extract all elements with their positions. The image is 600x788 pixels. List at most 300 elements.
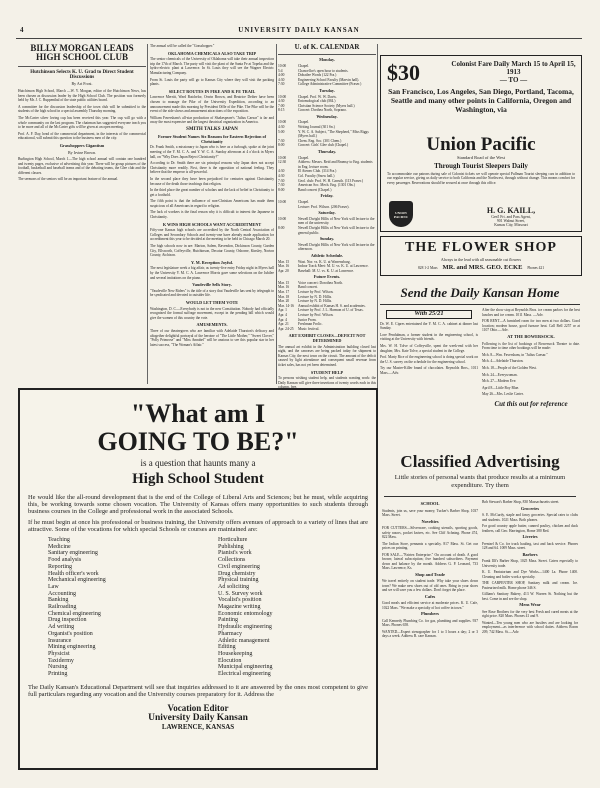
event-time: 10:00 xyxy=(278,199,287,204)
vocation-list-right xyxy=(218,537,368,678)
paragraph: The sermons of the seniors will be an important feature of the annual. xyxy=(18,177,119,182)
paragraph: Prof. Marty Rice of the engineering school is doing special work on the U. S. survey on the schedule for the engineering school. xyxy=(380,355,478,364)
cut-out-note: Cut this out for reference xyxy=(494,399,568,408)
event-time: 7:00 xyxy=(278,103,285,108)
classified-heading: Shop and Trade xyxy=(415,571,445,577)
event-time: 10:00 xyxy=(278,63,287,68)
event-text: Lecture by Prof. J. L. Harmon of U. of Texas. xyxy=(298,308,364,313)
notes-box-label: With 25/21 xyxy=(386,310,472,319)
notes-right-body xyxy=(482,308,580,333)
paragraph: In the second place they have been prejudiced for centuries against Christianity because of the death those teachings that religion. xyxy=(150,176,274,186)
event-time: 4:30 xyxy=(278,125,285,130)
event-time: 8:00 xyxy=(278,187,285,192)
classified-item: Good meals and efficient service at moderate prices. K. U. Cafe, 1022 Mass. "We make a specialty of hot coffee in town." xyxy=(382,601,478,610)
divider xyxy=(278,54,376,55)
event-time: Apr. 21 xyxy=(278,322,289,327)
classified-item: K. U. Pantatorium and Dye Works—1400 La. Phone 1400. Cleaning and boiler work a specialty. xyxy=(482,570,578,579)
calendar-event xyxy=(278,205,376,210)
event-text: Chancellor's open hour to students. xyxy=(298,68,349,73)
fare-body: To accommodate our patrons during sale of Colonist tickets we will operate special Pullman Tourist sleeping cars in addition to our regular service, giving us daily service to both California and the Northwest, through without change. This means comfort for every passenger. Reservations should be secured at once through this office. xyxy=(387,172,575,185)
paragraph: Lawrence Merritt, Ward Batchelor, Orwin Brown, and Beatrice Deiber have been chosen to manage the Pike of the University Expedition, according to an announcement made this morning by President Offle of the Pike. The Pike will be the event of the side shows and amusement attractions of the exposition. xyxy=(150,95,274,114)
event-time: 7:30 xyxy=(278,178,285,183)
bowersock-list xyxy=(482,342,580,397)
flower-shop-title: THE FLOWER SHOP xyxy=(405,240,557,255)
event-time: 8:00 xyxy=(278,143,285,148)
classified-right-column xyxy=(482,500,578,765)
ad-question: is a question that haunts many a xyxy=(140,458,256,468)
subhead-reception: Y. M. Reception Joyful. xyxy=(191,259,233,265)
paragraph: From St. Louis the party will go to Kansas City where they will visit the packing plants. xyxy=(150,77,274,87)
paragraph: To persons wishing student help, and students wanting work: the Daily Kansan will give three insertions of twenty words each in this xyxy=(278,376,376,385)
ad-school: High School Student xyxy=(132,471,264,487)
column-divider xyxy=(276,44,277,384)
vocation-item: Housekeeping xyxy=(218,650,253,657)
classified-item: WANTED—Expert stenographer for 1 to 3 hours a day; 2 or 3 days a week. Address B. care Kansan. xyxy=(382,629,478,638)
event-text: Chapel. xyxy=(298,199,310,204)
subhead-grasshoppers: Grasshoppers Gigantism xyxy=(59,142,105,148)
ad-line-2: GOING TO BE?" xyxy=(97,427,299,456)
calendar-day: Monday. xyxy=(319,57,335,63)
classified-item: Bob Stewart's Barber Shop, 830 Massachusetts street. xyxy=(482,500,560,504)
classified-subtitle: Little stories of personal wants that produce results at a minimum expenditure. Try them xyxy=(394,474,566,489)
event-time: 8:00 xyxy=(278,225,285,230)
calendar-day: Friday. xyxy=(320,193,334,199)
paragraph: Hutchinson High School, March —W. Y. Morgan, editor of the Hutchinson News, has been chosen as discussion leader by the High School Club. The position was formerly held by Mr. J. C. Ruppenthal of the state public utilities board. xyxy=(18,88,146,103)
subhead-vaudeville: Vaudeville Sells Story. xyxy=(192,282,232,288)
classified-item: S. E. McCurdy, staple and fancy groceries. Special rates to clubs and students. 1021 Mass. Both phones. xyxy=(482,513,578,522)
flower-shop-ad xyxy=(380,236,582,276)
article-body-oklahoma xyxy=(150,57,274,87)
page-header xyxy=(16,24,582,39)
event-time xyxy=(278,205,298,210)
event-time: 5:4 xyxy=(278,68,283,73)
column-chemicals xyxy=(150,44,274,349)
event-time: Mar. 15 xyxy=(278,259,290,264)
calendar-event xyxy=(278,327,376,332)
vocation-item: Vocalist's position xyxy=(218,597,262,604)
paragraph: The senior chemicals of the University of Oklahoma will take their annual inspection trip the 17th of March. The party will visit the plant of the Santa Fe at Topeka and the hydro-electric plant at Lawrence. In St. Louis they will see the Wagner Electric Manufacturing Company. xyxy=(150,57,274,75)
vocation-item: Organist's position xyxy=(48,630,93,637)
event-time: Apr. 20 xyxy=(278,268,289,273)
classified-item: Students, join us, save your money, Tucker's Barber Shop, 1037 Mass. Street. xyxy=(382,508,478,517)
event-text: Lecture by Prof. Wilson. xyxy=(298,313,334,318)
event-text: American Soc. Mech. Eng. (1301 Obs.) xyxy=(298,183,355,188)
event-time: Mar. 17 xyxy=(278,290,290,295)
event-time: 7:30 xyxy=(278,183,285,188)
event-time: Mar. 16 xyxy=(278,285,290,290)
vocation-item: Mining engineering xyxy=(48,644,96,651)
vocation-item: Editing xyxy=(218,644,236,651)
paragraph: Burlington High School, March 1—The high school annual will contain one hundred and twenty pages, exclusive of advertising this year. There will be group pictures of the football, basketball and baseball teams and of the debating teams, the Glee club and the different classes. xyxy=(18,157,146,175)
subhead-morgan: Hutchinson Selects K. U. Grad to Direct Student Discussions xyxy=(30,69,134,81)
calendar-event xyxy=(278,243,376,252)
event-time: Apr. 4 xyxy=(278,313,287,318)
divider xyxy=(384,496,576,497)
vocation-item: Chemical engineering xyxy=(48,610,101,617)
shield-text: UNION PACIFIC xyxy=(393,211,409,219)
flower-shop-address: 828 1-2 Mass xyxy=(417,266,438,270)
paragraph: Three of our theatregoers who are familiar with Adelaide Thurston's delicacy and altogether delightful portrayal of the heroine of "The Little Mother," "Sweet Clover," "Polly Primrose" and "Miss Annabel" will be anxious to see this popular star in her latest success, "The Woman's Affair." xyxy=(150,328,274,347)
calendar-event xyxy=(278,269,376,274)
classified-item: THE CARPENTER SHOP, Sanitary milk and cream. Ice. Pasteurized milk. Home phone 346 S. xyxy=(482,581,578,590)
classified-item: Gilliam's Sanitary Bakery, 413 W. Warren St. Nothing but the best. Come in and see the shop. xyxy=(482,592,578,601)
paragraph: Mch. 27—Modern Eve. xyxy=(482,379,517,384)
classified-title: Classified Advertising xyxy=(400,452,560,471)
event-text: Engineering School Faculty (Marvin hall). xyxy=(298,77,360,82)
paragraph: Mch. 24—Everywoman. xyxy=(482,372,518,377)
ad-body-2: If he must begin at once his professional or business training, the University offers avenues of approach to a variety of lines that are attractive. Some of the vocations for which special Schools or courses are maintained are: xyxy=(28,518,368,533)
classified-item: The Indian Store, pennants a specialty. 817 Mass. St. Get our prices on printing. xyxy=(382,541,478,550)
vocation-item: Elocution xyxy=(218,657,242,664)
event-text: Chem. Eng. Soc. (301 Chem.) xyxy=(298,138,342,143)
event-time: 10:00 xyxy=(278,155,287,160)
calendar-day: Sunday. xyxy=(319,236,335,242)
event-text: Band concert (Chapel.) xyxy=(298,187,332,192)
event-text: Y. W. C. A. Subject, "The Shepherd," Miss Riggs (Myers hall.) xyxy=(298,129,369,139)
paragraph: The McCarter silver loving cup has been received this year. The cup will go with a whole community on the last program. The chairman has suggested everyone teach you to be more and all of the McCarter gifts will be given at an open meeting. xyxy=(18,115,146,130)
event-time: 10:00 xyxy=(278,120,287,125)
column-divider xyxy=(147,44,148,384)
vocation-item: Athletic management xyxy=(218,637,270,644)
vocation-item: Reporting xyxy=(48,563,72,570)
flower-shop-owners: MR. and MRS. GEO. ECKE xyxy=(442,264,523,271)
classified-item: For good country apple butter, canned poultry, chicken and duck feathers, call Geo. Harrington, Home 380 Red. xyxy=(482,524,578,533)
event-time: 10:00 xyxy=(278,216,287,221)
vocation-item: Food analysis xyxy=(48,557,82,564)
paragraph: Fifty-one Kansas high schools are accredited by the North Central Association of Colleges and Secondary Schools and twenty-one have already made application for accreditment this year to be decided at the meeting to be held in Chicago March 20. xyxy=(150,228,274,242)
paragraph: Prof. A. F. Day, head of the commercial department, in the interests of the commercial educational, will submit this question to the business men of the city. xyxy=(18,131,146,141)
calendar-day: Future Events. xyxy=(313,274,341,280)
calendar-event xyxy=(278,82,376,87)
event-time: Apr. 1 xyxy=(278,308,287,313)
vocation-item: Insurance xyxy=(48,637,72,644)
vocation-item: Medicine xyxy=(48,543,71,550)
event-text: Christian Science Society (Myers hall.) xyxy=(298,103,355,108)
paragraph: The lack of workers is the final reason why it is difficult to interest the Japanese in Christianity. xyxy=(150,210,274,220)
vocation-item: Magazine writing xyxy=(218,604,261,611)
event-text: Concert: Girls' Glee club (Chapel.) xyxy=(298,143,349,148)
paragraph: Mch. 4—Adelaide Thurston. xyxy=(482,359,524,364)
classified-item: Call Kennedy Plumbing Co. for gas, plumbing and supplies. 937 Mass. Phones 658. xyxy=(382,618,478,627)
event-time: 7:30 xyxy=(278,138,285,143)
vocation-item: Ad soliciting xyxy=(218,583,250,590)
paragraph: In the third place the great number of scholars and the lack of belief in Christianity to get a foothold. xyxy=(150,188,274,197)
vocation-item: Pianist's work xyxy=(218,550,252,557)
paragraph: The annual art exhibit in the Administration building closed last night, and the canvases are being packed today for shipment to Kansas City, the next town on the circuit. The amount of the deficit caused by light attendance and consequent small revenue from ticket sales, has not yet been determined. xyxy=(278,344,376,367)
paragraph: William Faversham's all-star production of Shakespeare's "Julius Caesar" is far and away the most expensive and the largest theatrical organization in America. xyxy=(150,115,274,125)
railroad-name: Union Pacific xyxy=(426,134,536,155)
calendar-list xyxy=(278,58,376,331)
event-text: Voice concert: Dorothea North. xyxy=(298,280,344,285)
event-text: Chapel. Prof. W. W. Davis. xyxy=(298,94,337,99)
article-continuation xyxy=(150,44,274,49)
event-time: 4:00 xyxy=(278,73,285,78)
vocation-item: Accounting xyxy=(48,590,76,597)
article-body xyxy=(18,89,146,141)
article-body-routes xyxy=(150,95,274,125)
classified-item: We travel entirely on student trade. Why take your shoes down town? We make new shoes out of old ones. Bring in your shoes and we will save you a few dollars. Don't forget the place. xyxy=(382,579,478,592)
vocation-item: Painting xyxy=(218,617,239,624)
subhead-oklahoma: OKLAHOMA CHEMICALS ALSO TAKE TRIP xyxy=(167,50,257,56)
event-time: 4:30 xyxy=(278,99,285,104)
paragraph: May 26—Mrs. Leslie Carter. xyxy=(482,392,524,397)
subhead-smith: Former Student Names Six Reasons for Eastern Rejection of Christianity xyxy=(157,134,266,144)
paragraph: The fifth point is that the influence of non-Christian Americans has made them suspicious of all Americans in regard to religion. xyxy=(150,199,274,208)
paragraph: The annual will be called the "Grasshopper." xyxy=(150,44,215,48)
calendar-event xyxy=(278,108,376,113)
vocation-item: Hydraulic engineering xyxy=(218,624,272,631)
paragraph: Try our Master-Killer brand of chocolates. Reynolds Bros., 1011 Mass.—Adv. xyxy=(380,366,478,375)
classified-heading: Groceries xyxy=(520,505,540,511)
classified-heading: Novelties xyxy=(421,518,439,524)
column-morgan xyxy=(18,44,146,184)
calendar-day: Tuesday. xyxy=(319,87,335,93)
column-calendar xyxy=(278,44,376,392)
event-text: Baseball: M. U. vs. K. U. at Lawrence. xyxy=(298,268,354,273)
vocation-item: Sanitary engineering xyxy=(48,550,98,557)
fare-to: — TO — xyxy=(499,76,528,84)
calendar-title: U. of K. CALENDAR xyxy=(294,44,360,51)
ad-body-1: He would like the all-round development that is the end of the College of Liberal Arts and Sciences; but he must, while acquiring this, be working towards some chosen vocation. The University of Kansas offers many opportunities to such students through business courses in the College and professional work in the associated Schools. xyxy=(28,494,368,516)
calendar-day: Saturday. xyxy=(318,210,336,216)
flower-shop-owners-row xyxy=(385,264,577,271)
event-text: Newell Dwight Hillis of New York will lecture to the men of the university. xyxy=(298,216,375,226)
vocation-item: Electrical engineering xyxy=(218,671,271,678)
vocation-item: Collections xyxy=(218,557,246,564)
event-text: Geol. club: Prof. W. H. Carruth. (113 Fraser.) xyxy=(298,178,364,183)
vocation-item: Drug chemistry xyxy=(218,570,256,577)
paper-name: UNIVERSITY DAILY KANSAN xyxy=(238,26,360,34)
calendar-event xyxy=(278,143,376,148)
fare-price: $30 xyxy=(387,60,420,85)
event-text: Lecture by N. D. Hillis. xyxy=(298,299,333,304)
ad-footer xyxy=(28,703,368,731)
ad-footer-3: LAWRENCE, KANSAS xyxy=(161,723,235,732)
ad-footer-2: University Daily Kansan xyxy=(148,713,248,724)
subhead-art-exhibit: ART EXHIBIT CLOSES—DEFICIT NOT DETERMINED xyxy=(288,333,366,343)
event-text: Junior Prom. xyxy=(298,317,317,322)
vocation-item: Printing xyxy=(48,671,68,678)
vocation-item: Mechanical engineering xyxy=(48,577,106,584)
paragraph: FOR RENT—A furnished room for two men at two dollars. Good location; modern house, good furnace heat. Call Bell 2257 or at 1107 Ohio.—Adv. xyxy=(482,319,580,333)
event-text: El Ateneo Club. (314 Fra.) xyxy=(298,169,337,174)
divider xyxy=(18,66,146,67)
event-text: Freshman Frolic. xyxy=(298,322,323,327)
event-text: Chapel. xyxy=(298,120,310,125)
send-home-banner: Send the Daily Kansan Home xyxy=(400,285,560,300)
vocation-item: Pharmacy xyxy=(218,630,242,637)
paragraph: According to Dr. Smith there are six principal reasons why Japan does not accept Christianity more readily. First, there is the opposition of national feeling. They believe that the emperor is all-powerful. xyxy=(150,161,274,175)
event-text: Entomological club (M4.) xyxy=(298,99,336,104)
vocation-item: Taxidermy xyxy=(48,657,74,664)
fare-title-text: Colonist Fare Daily March 15 to April 15, 1913 xyxy=(451,60,576,76)
ad-line-1: "What am I xyxy=(130,399,266,428)
classified-heading: Barbers xyxy=(522,551,538,557)
paragraph: "Vaudeville New Riders" is the title of a story that Vaudeville has sent by telegraph to be syndicated and devoted to outsider life. xyxy=(150,288,274,298)
vocation-item: Nursing xyxy=(48,664,68,671)
calendar-day: Thursday. xyxy=(317,149,337,155)
classified-heading: Cafes xyxy=(424,593,436,599)
classified-heading: SCHOOL xyxy=(420,501,440,506)
classified-item: Frentzel & Co. for truck hauling, taxi and hack service. Phones 128 and 64. 1009 Mass. street. xyxy=(482,541,578,550)
event-time: Mar. 18 xyxy=(278,294,290,299)
article-body-2 xyxy=(18,157,146,182)
subhead-amusements: AMUSEMENTS. xyxy=(196,322,228,328)
classified-heading: Plumbers xyxy=(420,611,440,616)
ad-footer-1: Vocation Editor xyxy=(167,703,229,714)
classified-item: FOR CUTTERS—Silverware, cooking utensils, sporting goods, safety razors, pocket knives, etc. See Cliff Achning. Phone 474, 822 Mass. xyxy=(382,526,478,539)
railroad-standard: Standard Road of the West xyxy=(456,155,506,160)
paragraph: The high schools now in are: Marion, Salem, Ravendon, Dickinson County, Garden City, Ellsworth, Coffeyville, Hutchinson, Decatur County, Osborne, Kinsley, Norton County, Atchison. xyxy=(150,244,274,258)
event-time: 4:30 xyxy=(278,169,285,174)
vocation-ad-inner xyxy=(28,396,368,762)
event-time: 10:00 xyxy=(278,94,287,99)
paragraph: Dr. W. E. Cipres entertained the Y. M. C. A. cabinet at dinner last Sunday. xyxy=(380,321,478,331)
paragraph: Washington, D. C.—Everybody is not in the new Constitution. Nobody had officially recognized the formal suffrage movement, except in the pending bill which would give the women of this country the vote. xyxy=(150,306,274,320)
vocation-item: Teaching xyxy=(48,537,70,544)
paragraph: Mrs. W. H. Tolve of Coffeyville, spent the week-end with her daughter, Mrs. Kate Tolve, a special student in the College. xyxy=(380,343,478,353)
fare-cities: San Francisco, Los Angeles, San Diego, Portland, Tacoma, Seattle and many other points in California, Oregon and Washington, via xyxy=(388,87,574,114)
vocation-item: Municipal engineering xyxy=(218,664,273,671)
event-time: 5:00 xyxy=(278,129,285,134)
classified-heading: Mens Wear xyxy=(519,602,541,607)
event-time: 4:30 xyxy=(278,77,285,82)
vocation-ad xyxy=(18,388,378,770)
agent-street: 901 Walnut Street, xyxy=(496,219,526,223)
event-time: Mar. 14-16 xyxy=(278,303,294,308)
event-time: Mar. 16 xyxy=(278,264,290,269)
notes-right xyxy=(482,308,580,448)
vocation-item: Physicist xyxy=(48,650,70,657)
event-text: Chapel. xyxy=(298,155,310,160)
vocation-item: Physical training xyxy=(218,577,259,584)
event-text: Col. Faculty (Snow hall.) xyxy=(298,174,335,178)
vocation-item: Law xyxy=(48,583,59,590)
classified-item: FOR SALE—"Fairtex Enterprise." On account of death. A good brown; lateral subscription; five hundred subscribers. Payment down and balance by the month. Address G. P. Leonard, 733 Mass. Lawrence, Ks. xyxy=(382,552,478,570)
paragraph: April 8—Little Boy Blue. xyxy=(482,385,520,390)
ad-what-am-i xyxy=(28,400,368,456)
vocation-item: Health officer's work xyxy=(48,570,99,577)
flower-shop-tagline: Always in the lead with all seasonable cut flowers xyxy=(440,257,522,262)
classified-heading: Liveries xyxy=(522,534,538,539)
subhead-accredit: K WINS HIGH SCHOOLS WANT ACCREDITMENT xyxy=(162,221,262,227)
headline-smith: SMITH TALKS JAPAN xyxy=(186,126,238,132)
vocation-item: Banking xyxy=(48,597,69,604)
vocation-item: Economic entomology xyxy=(218,610,273,617)
paragraph: Lore Pendulman, a former student in the engineering school, is visiting at the University with friends. xyxy=(380,332,478,342)
event-text: Chapel. xyxy=(298,63,310,68)
event-text: Indoor Track Meet: M. U. vs. K. U. at Lawrence. xyxy=(298,264,369,269)
subhead-vote: WOULD LET THEM VOTE xyxy=(185,299,239,305)
calendar-event xyxy=(278,217,376,226)
paragraph: After the show stop at Reynolds Bros. ice cream parlors for the best lunches and ice cream. 1011 Mass. —Adv. xyxy=(482,308,580,317)
classified-item: Frank Illf's Barber Shop, 1025 Mass. Street. Caters especially to University trade. xyxy=(482,559,578,568)
vocation-item: Civil engineering xyxy=(218,563,260,570)
event-text: Band concert. xyxy=(298,285,318,290)
article-body-art xyxy=(278,345,376,368)
calendar-day: Athletic Schedule. xyxy=(310,252,344,258)
agent-title: Gen'l Frt. and Pass Agent, xyxy=(491,215,531,219)
event-time: Apr. 4 xyxy=(278,317,287,322)
event-time: 4:30 xyxy=(278,174,285,178)
flower-shop-phones: Phones 421 xyxy=(527,266,544,270)
event-text: Lecture by Prof. Wilson. xyxy=(298,290,334,295)
event-text: Lecture by N. D. Hillis. xyxy=(298,294,333,299)
paragraph: The next legislature week a big affair, as twenty-five entry Friday night in Myers hall by the University Y. M. C. A. Lawrence Morris gave some selections on the Jubilee and several imitations on the piano. xyxy=(150,266,274,280)
agent-name: H. G. KAILL, xyxy=(486,206,536,215)
union-pacific-shield-logo xyxy=(389,201,413,227)
classified-item: See Rose Brothers for the very best Fresh and cured meats at the right price. 820 Mass. Phones 41 and 9. xyxy=(482,609,578,618)
event-text: Annual exhibit of Kansas H. S. and academies. xyxy=(298,303,366,308)
event-text: College Administrative Committee (Fraser.) xyxy=(298,82,362,87)
vocation-list-left xyxy=(48,537,198,678)
event-text: Newell Dwight Hillis of New York will lecture in the afternoon. xyxy=(298,242,375,252)
paragraph: Mch. 8—Wm. Faversham, in "Julius Caesar." xyxy=(482,352,548,357)
event-text: Wast. Nor. vs. K. U. at Warrensburg. xyxy=(298,259,351,264)
event-text: Dobatlee Words (122 Fra.) xyxy=(298,73,337,78)
notes-left xyxy=(380,308,478,448)
calendar-event xyxy=(278,188,376,193)
calendar-event xyxy=(278,130,376,139)
vocation-list xyxy=(28,537,368,678)
union-pacific-ad xyxy=(380,55,582,232)
vocation-item: U. S. Survey work xyxy=(218,590,263,597)
paragraph: A committee for the discussion leadership of the town club will be submitted to the students of the high school in a special assembly Thursday morning. xyxy=(18,104,146,114)
ad-body-3: The Daily Kansan's Educational Department will see that inquiries addressed to it are answered by the ones most competent to give full particulars regarding any vocation and the University courses preparatory for it. Address the xyxy=(28,683,368,698)
event-text: Lecture: Prof. Wilson. (206 Fraser). xyxy=(298,204,350,209)
event-text: Newell Dwight Hillis of New York will lecture to the general public. xyxy=(298,225,375,235)
calendar-event xyxy=(278,160,376,169)
event-text: Address: Messrs. Reid and Bramsy to Eng. students in Eng. lecture room. xyxy=(298,160,373,169)
event-time: Apr. 24-25 xyxy=(278,326,294,331)
event-text: Writing Journal (301 Sn.) xyxy=(298,125,335,130)
tourist-sleepers: Through Tourist Sleepers Daily xyxy=(434,162,528,170)
event-time: Mar. 15 xyxy=(278,280,290,285)
vocation-item: Horticulture xyxy=(218,537,248,544)
agent-city: Kansas City, Missouri xyxy=(494,223,528,227)
event-time xyxy=(278,243,298,252)
paragraph: Dr. Frank Smith, a missionary to Japan who is here as a furlough, spoke at the joint meeting of the Y. M. C. A. and Y. W. C. A. Sunday afternoon at 4 o'clock in Myers hall, on "Why Does Japan Reject Christianity?" xyxy=(150,145,274,159)
page-number: 4 xyxy=(20,26,25,34)
calendar-day: Wednesday. xyxy=(316,113,338,119)
headline-morgan: BILLY MORGAN LEADS HIGH SCHOOL CLUB xyxy=(30,44,134,63)
agent-block xyxy=(451,206,571,227)
divider xyxy=(380,304,580,305)
byline: By Art Frost. xyxy=(71,81,93,87)
vocation-item: Railroading xyxy=(48,604,77,611)
paragraph: Following is the list of bookings of Bowersock Theatre to date. From time to time other bookings will be made: xyxy=(482,341,580,351)
notes-left-body xyxy=(380,322,478,376)
calendar-event xyxy=(278,226,376,235)
classified-item: Wanted—Ten young men who are hustlers and are looking for employment—as interference with school duties. Address Room 209, 742 Mass. St.—Adv. xyxy=(482,620,578,634)
event-text: Concert: Dorthea North, Soprano. xyxy=(298,108,347,113)
event-time: 8:15 xyxy=(278,108,285,113)
subhead-routes: SELECT ROUTES IN FIKE AND K FE TRAIL xyxy=(168,88,256,94)
vocation-item: Ad writing xyxy=(48,624,75,631)
event-time: 7:30 xyxy=(278,82,285,87)
bowersock-head: AT THE BOWERSOCK. xyxy=(507,333,555,339)
vocation-item: Drug inspection xyxy=(48,617,87,624)
event-time: Mar. 20 xyxy=(278,299,290,304)
event-time: 12:30 xyxy=(278,160,287,165)
vocation-item: Publishing xyxy=(218,543,244,550)
paragraph: Mch. 18—People of the Golden West. xyxy=(482,365,537,370)
fare-title xyxy=(451,60,576,84)
classified-left-column xyxy=(382,500,478,765)
byline-2: By Irvine Brown. xyxy=(67,149,97,155)
subhead-student-help: STUDENT HELP xyxy=(310,369,344,375)
event-text: Music festival. xyxy=(298,326,320,331)
